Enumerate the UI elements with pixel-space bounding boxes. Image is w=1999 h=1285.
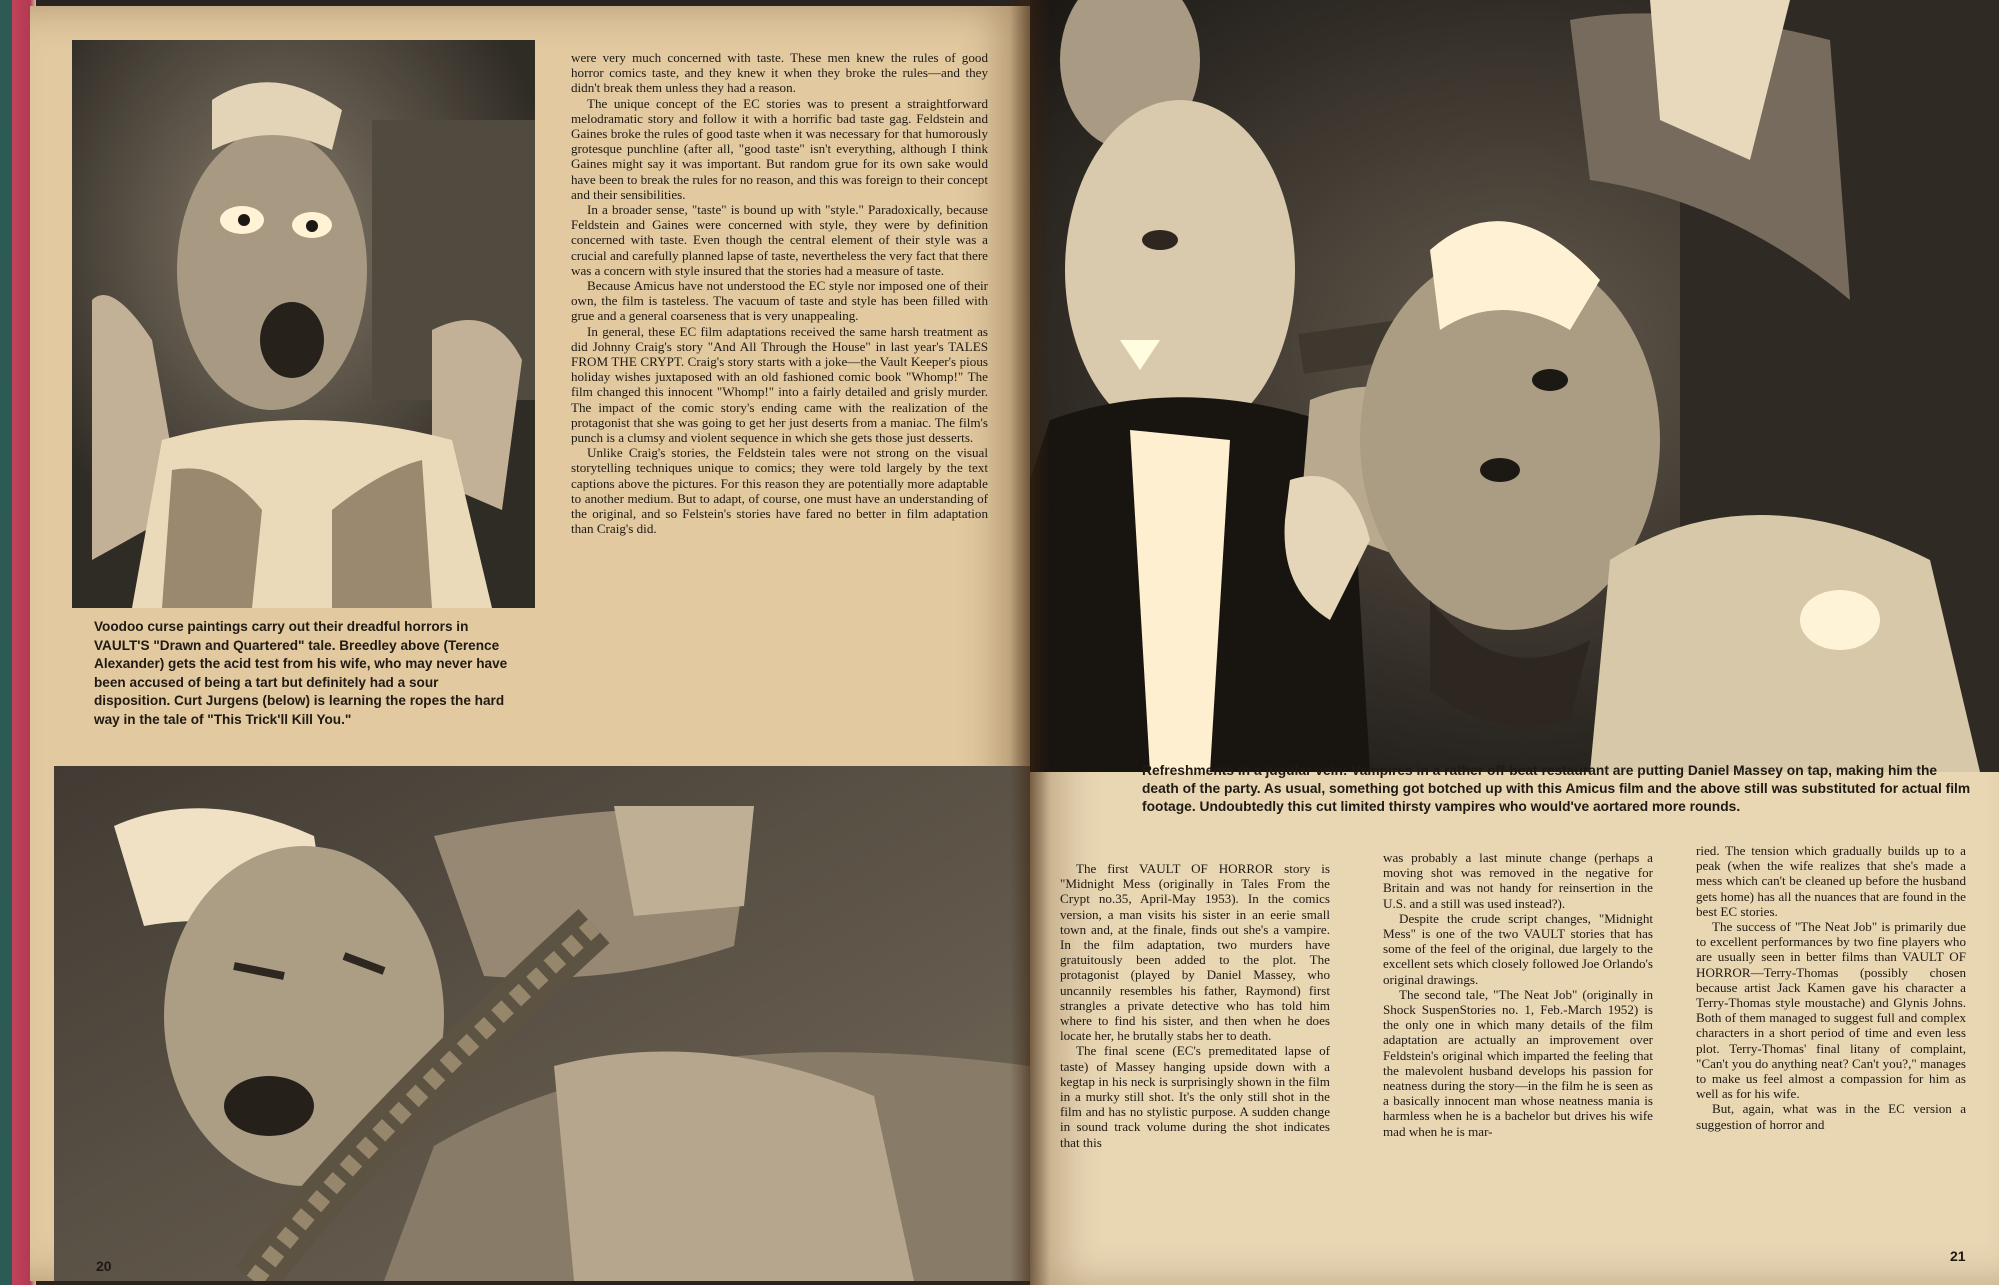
- top-photo: [72, 40, 535, 608]
- paragraph: The final scene (EC's premeditated lapse of taste) of Massey hanging upside down with a kegtap in his neck is surprisingly shown in the film in a murky still shot. It's the only still shot in the film and has no stylistic purpose. A sudden change in sound track volume during the shot indicates that this: [1060, 1043, 1330, 1150]
- bottom-photo: [54, 766, 1030, 1281]
- page-number-left: 20: [96, 1258, 112, 1274]
- paragraph: ried. The tension which gradually builds up to a peak (when the wife realizes that she's made a mess which can't be cleaned up before the husband gets home) has all the nuances that are found in the best EC stories.: [1696, 843, 1966, 919]
- paragraph: In general, these EC film adaptations received the same harsh treatment as did Johnny Craig's story "And All Through the House" in last year's TALES FROM THE CRYPT. Craig's story starts with a joke—the Vault Keeper's pious holiday wishes juxtaposed with an old fashioned comic book "Whomp!" The film changed this innocent "Whomp!" into a fairly detailed and grisly murder. The impact of the comic story's ending came with the realization of the protagonist that she was going to get her just deserts from a maniac. The film's punch is a clumsy and violent sequence in which she gets those just desserts.: [571, 323, 988, 446]
- paragraph: The first VAULT OF HORROR story is "Midnight Mess (originally in Tales From the Crypt no.35, April-May 1953). In the comics version, a man visits his sister in an eerie small town and, at the finale, finds out she's a vampire. In the film adaptation, two murders have gratuitously been added to the plot. The protagonist (played by Daniel Massey, who uncannily resembles his father, Raymond) first strangles a private detective who has told him where to find his sister, and then when he does locate her, he brutally stabs her to death.: [1060, 861, 1330, 1044]
- paragraph: was probably a last minute change (perhaps a moving shot was removed in the negative for Britain and was not handy for reinsertion in the U.S. and a still was used instead?).: [1383, 850, 1653, 911]
- paragraph: The success of "The Neat Job" is primarily due to excellent performances by two fine players who are usually seen in better films than VAULT OF HORROR—Terry-Thomas (possibly chosen because artist Jack Kamen gave his character a Terry-Thomas style moustache) and Glynis Johns. Both of them managed to suggest full and complex characters in a short period of time and even less plot. Terry-Thomas' final litany of complaint, "Can't you do anything neat? Can't you?," manages to make us feel almost a compassion for him as well as for his wife.: [1696, 919, 1966, 1102]
- page-gutter: [1010, 0, 1050, 1285]
- paragraph: But, again, what was in the EC version a suggestion of horror and: [1696, 1101, 1966, 1132]
- paragraph: The second tale, "The Neat Job" (originally in Shock SuspenStories no. 1, Feb.-March 1952) is the only one in which many details of the film adaptation are actually an improvement over Feldstein's original which imparted the feeling that the malevolent husband develops his passion for neatness during the story—in the film he is seen as a basically innocent man whose neatness mania is harmless when he is a bachelor but drives his wife mad when he is mar-: [1383, 986, 1653, 1139]
- page-number-right: 21: [1950, 1248, 1966, 1264]
- paragraph: The unique concept of the EC stories was to present a straightforward melodramatic story and follow it with a horrific bad taste gag. Feldstein and Gaines broke the rules of good taste when it was necessary for that humorously grotesque punchline (after all, "good taste" isn't everything, although I think Gaines might say it was important. But random grue for its own sake would have been to break the rules for no reason, and this was foreign to their concept and their sensibilities.: [571, 95, 988, 202]
- right-caption: Refreshments in a jugular vein: Vampires in a rather off-beat restaurant are putting Daniel Massey on tap, making him the death of the party. As usual, something got botched up with this Amicus film and the above still was substituted for actual film footage. Undoubtedly this cut limited thirsty vampires who would've aortared more rounds.: [1142, 763, 1971, 814]
- vampire-photo: [1030, 0, 1999, 772]
- right-article-column-2: [1383, 850, 1653, 1139]
- left-article-column: [571, 50, 988, 537]
- right-page: [1030, 0, 1999, 1285]
- paragraph: In a broader sense, "taste" is bound up with "style." Paradoxically, because Feldstein and Gaines were concerned with style, they were by definition concerned with taste. Even though the central element of their style was a crucial and carefully planned lapse of taste, nevertheless the very fact that there was a concern with style insured that the stories had a measure of taste.: [571, 202, 988, 278]
- paragraph: Because Amicus have not understood the EC style nor imposed one of their own, the film is tasteless. The vacuum of taste and style has been filled with grue and a general coarseness that is very unappealing.: [571, 278, 988, 324]
- right-article-column-1: [1060, 861, 1330, 1150]
- paragraph: were very much concerned with taste. These men knew the rules of good horror comics taste, and they knew it when they broke the rules—and they didn't break them unless they had a reason.: [571, 50, 988, 96]
- paragraph: Unlike Craig's stories, the Feldstein tales were not strong on the visual storytelling techniques unique to comics; they were told largely by the text captions above the pictures. For this reason they are potentially more adaptable to another medium. But to adapt, of course, one must have an understanding of the original, and so Felstein's stories have fared no better in film adaptation than Craig's did.: [571, 445, 988, 537]
- left-caption: Voodoo curse paintings carry out their dreadful horrors in VAULT'S "Drawn and Quartered" tale. Breedley above (Terence Alexander) gets the acid test from his wife, who may never have been accused of being a tart but definitely had a sour disposition. Curt Jurgens (below) is learning the ropes the hard way in the tale of "This Trick'll Kill You.": [94, 619, 508, 727]
- right-article-column-3: [1696, 843, 1966, 1132]
- paragraph: Despite the crude script changes, "Midnight Mess" is one of the two VAULT stories that has some of the feel of the original, due largely to the excellent sets which closely followed Joe Orlando's original drawings.: [1383, 910, 1653, 987]
- left-page: [30, 6, 1030, 1281]
